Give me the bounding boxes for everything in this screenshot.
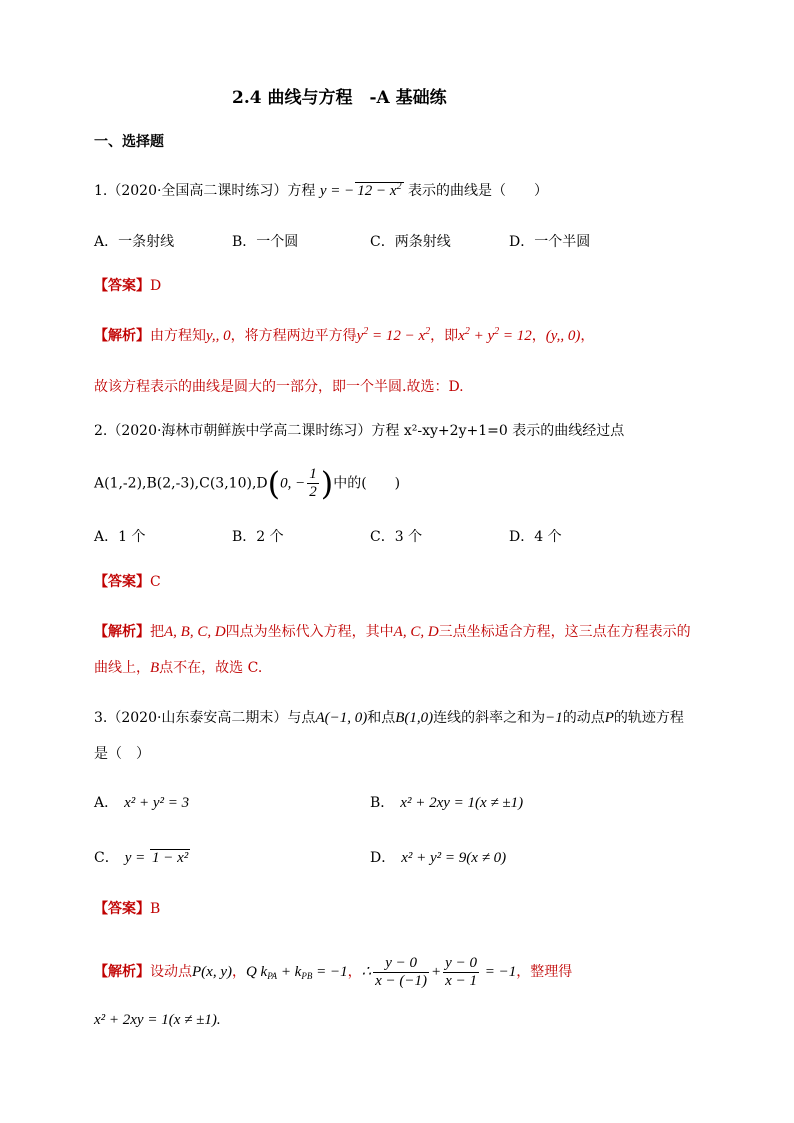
q1-option-c: C．两条射线 xyxy=(370,234,451,250)
q2-option-c: C．3 个 xyxy=(370,529,423,545)
q1-option-a: A．一条射线 xyxy=(94,234,175,250)
q3-option-d: D． x² + y² = 9(x ≠ 0) xyxy=(370,850,507,866)
question-3-stem: 3.（2020·山东泰安高二期末）与点A(−1, 0)和点B(1,0)连线的斜率之和为−1的动点P的轨迹方程 xyxy=(94,710,684,726)
q1-equation: y = − $12 - x^2$ xyxy=(319,181,402,199)
q3-option-b: B． x² + 2xy = 1(x ≠ ±1) xyxy=(370,795,524,811)
q2-answer-value: C xyxy=(150,574,161,590)
q2-option-d: D．4 个 xyxy=(509,529,562,545)
q1-analysis-line-1: 【解析】由方程知y,, 0，将方程两边平方得$y^2 = 12 - x^2$，即$x^2 + y^2 = 12$，(y,, 0)， xyxy=(94,326,595,344)
q1-analysis-line-2: 故该方程表示的曲线是圆大的一部分，即一个半圆.故选：D. xyxy=(94,379,464,395)
page-title: 2.4 曲线与方程 -A 基础练 xyxy=(232,88,447,108)
q1-stem-prefix: 1.（2020·全国高二课时练习）方程 xyxy=(94,183,316,199)
answer-tag: 【答案】 xyxy=(94,574,150,590)
q1-answer xyxy=(94,276,161,296)
answer-tag: 【答案】 xyxy=(94,901,150,917)
q2-option-a: A．1 个 xyxy=(94,529,146,545)
question-2-points: A(1,-2),B(2,-3),C(3,10),D(0, − $\frac{1}{2}$ )中的( ) xyxy=(94,464,401,503)
q2-analysis-line-1: 【解析】把A, B, C, D四点为坐标代入方程，其中A, C, D三点坐标适合方程，这三点在方程表示的 xyxy=(94,624,691,640)
q3-option-a: A． x² + y² = 3 xyxy=(94,795,190,811)
q1-option-d: D．一个半圆 xyxy=(509,234,591,250)
q1-option-b: B．一个圆 xyxy=(232,234,299,250)
question-2-stem: 2.（2020·海林市朝鲜族中学高二课时练习）方程 x²-xy+2y+1=0 表示的曲线经过点 xyxy=(94,423,625,439)
q3-analysis-line-2: x² + 2xy = 1(x ≠ ±1). xyxy=(94,1012,221,1028)
q1-stem-suffix: 表示的曲线是（ ） xyxy=(408,183,549,199)
q1-answer-value: D xyxy=(150,278,162,294)
q2-answer xyxy=(94,572,161,592)
section-heading: 一、选择题 xyxy=(94,134,164,150)
q3-answer xyxy=(94,899,160,919)
q3-analysis-line-1: 【解析】设动点P(x, y)，Q $k_{PA} + k_{PB} = -1$，∴ $\frac{y - 0}{x - (-1)}$ + $\frac{y - 0}{x - 1}$ = −1，整理得 xyxy=(94,954,573,989)
analysis-tag: 【解析】 xyxy=(94,964,150,980)
analysis-tag: 【解析】 xyxy=(94,624,150,640)
q2-analysis-line-2: 曲线上，B点不在，故选 C. xyxy=(94,660,263,676)
answer-tag: 【答案】 xyxy=(94,278,150,294)
q3-option-c: C． y = 1 − x² xyxy=(94,850,189,866)
question-3-stem-line-2: 是（ ） xyxy=(94,746,150,762)
question-1-stem xyxy=(94,181,548,201)
q3-answer-value: B xyxy=(150,901,161,917)
q2-option-b: B．2 个 xyxy=(232,529,284,545)
analysis-tag: 【解析】 xyxy=(94,328,150,344)
